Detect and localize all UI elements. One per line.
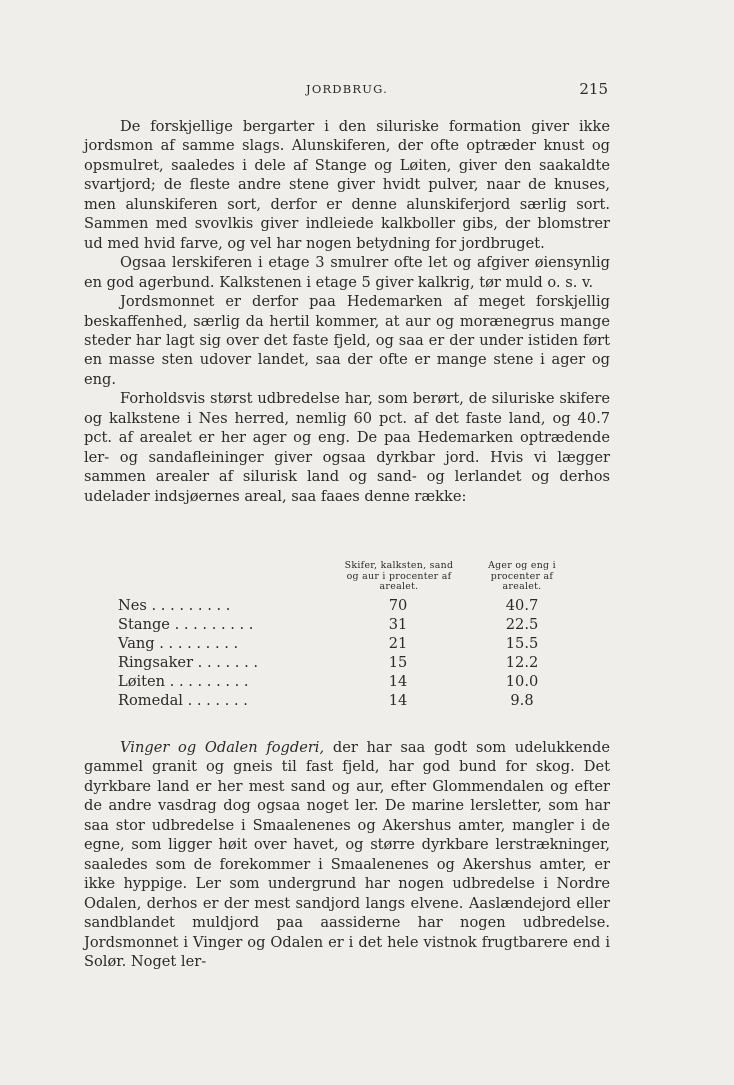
paragraph	[84, 738, 610, 971]
statistics-table	[118, 561, 588, 711]
section-lead: Vinger og Odalen fogderi,	[120, 739, 325, 756]
row-district: Ringsaker . . . . . . .	[118, 654, 258, 671]
text-block-top	[84, 117, 610, 506]
running-header	[84, 80, 610, 100]
paragraph: Jordsmonnet er derfor paa Hedemarken af meget forskjellig beskaffenhed, særlig da hertil kommer, at aur og morænegrus mange steder har lagt sig over det faste fjeld, og saa er der under istiden ført en masse sten udover landet, saa der ofte er mange stene i ager og eng.	[84, 293, 610, 388]
table-row	[118, 597, 588, 616]
table-row	[118, 692, 588, 711]
row-value-shale: 70	[388, 597, 408, 614]
row-value-fields: 12.2	[505, 654, 539, 671]
paragraph: Forholdsvis størst udbredelse har, som berørt, de siluriske skifere og kalkstene i Nes herred, nemlig 60 pct. af det faste land, og 40.7 pct. af arealet er her ager og eng. De paa Hedemarken optrædende ler- og sandafleininger giver ogsaa dyrkbar jord. Hvis vi lægger sammen arealer af silurisk land og sand- og lerlandet og derhos udelader indsjøernes areal, saa faaes denne række:	[84, 390, 610, 505]
row-value-shale: 21	[388, 635, 408, 652]
row-value-fields: 40.7	[505, 597, 539, 614]
table-row	[118, 673, 588, 692]
row-value-shale: 15	[388, 654, 408, 671]
table-row	[118, 616, 588, 635]
row-district: Romedal . . . . . . .	[118, 692, 248, 709]
row-value-shale: 31	[388, 616, 408, 633]
row-value-fields: 9.8	[510, 692, 534, 709]
table-row	[118, 654, 588, 673]
paragraph: De forskjellige bergarter i den siluriske formation giver ikke jordsmon af samme slags. Alunskiferen, der ofte optræder knust og opsmulret, saaledes i dele af Stange og Løiten, giver den saakaldte svartjord; de fleste andre stene giver hvidt pulver, naar de knuses, men alunskiferen sort, derfor er denne alunskiferjord særlig sort. Sammen med svovlkis giver indleiede kalkboller gibs, der blomstrer ud med hvid farve, og vel har nogen betydning for jordbruget.	[84, 118, 610, 252]
row-value-fields: 15.5	[505, 635, 539, 652]
paragraph: Ogsaa lerskiferen i etage 3 smulrer ofte let og afgiver øiensynlig en god agerbund. Kalkstenen i etage 5 giver kalkrig, tør muld o. s. v.	[84, 254, 610, 291]
text-block-bottom	[84, 738, 610, 971]
table-row	[118, 635, 588, 654]
row-district: Stange . . . . . . . . .	[118, 616, 254, 633]
row-district: Nes . . . . . . . . .	[118, 597, 231, 614]
paragraph-text: der har saa godt som udelukkende gammel granit og gneis til fast fjeld, har god bund for skog. Det dyrkbare land er her mest sand og aur, efter Glommendalen og efter de andre vasdrag dog ogsaa noget ler. De marine lersletter, som har saa stor udbredelse i Smaalenenes og Akershus amter, mangler i de egne, som ligger høit over havet, og større dyrkbare lerstrækninger, saaledes som de forekommer i Smaalenenes og Akershus amter, er ikke hyppige. Ler som undergrund har nogen udbredelse i Nordre Odalen, derhos er der mest sandjord langs elvene. Aaslændejord eller sandblandet muldjord paa aassiderne har nogen udbredelse. Jordsmonnet i Vinger og Odalen er i det hele vistnok frugtbarere end i Solør. Noget ler-	[84, 739, 610, 970]
row-district: Løiten . . . . . . . . .	[118, 673, 249, 690]
column-header-shale: Skifer, kalksten, sand og aur i procenter af arealet.	[344, 560, 454, 593]
row-value-shale: 14	[388, 692, 408, 709]
running-title: JORDBRUG.	[306, 82, 388, 96]
row-value-shale: 14	[388, 673, 408, 690]
column-header-fields: Ager og eng i procenter af arealet.	[488, 560, 556, 593]
row-value-fields: 10.0	[505, 673, 539, 690]
row-value-fields: 22.5	[505, 616, 539, 633]
page-number: 215	[579, 80, 608, 98]
row-district: Vang . . . . . . . . .	[118, 635, 239, 652]
